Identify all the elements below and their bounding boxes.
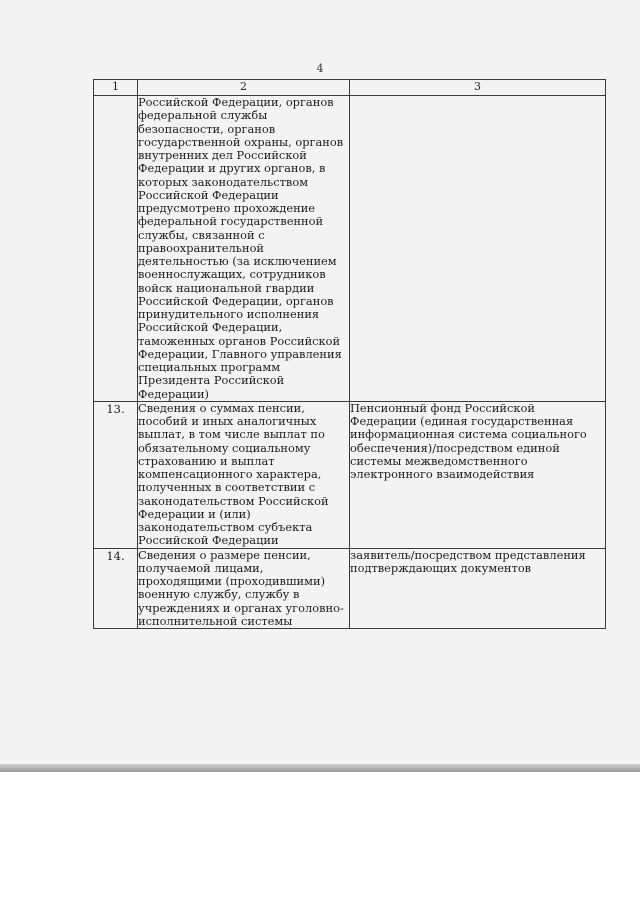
description-line: получаемой лицами, (138, 560, 264, 575)
description-line: Президента Российской (138, 373, 285, 388)
description-line: компенсационного характера, (138, 467, 322, 481)
source-line: системы межведомственного (350, 453, 528, 468)
description-line: внутренних дел Российской (138, 148, 307, 162)
description-line: Российской Федерации (138, 187, 279, 202)
row-number: 13. (94, 401, 138, 548)
source-line: Федерации (единая государственная (350, 414, 574, 428)
source-description (350, 548, 606, 629)
source-line: Пенсионный фонд Российской (350, 400, 535, 415)
description-line: безопасности, органов (138, 121, 276, 136)
description-line: проходящими (проходившими) (138, 574, 326, 588)
table-header-row (94, 80, 606, 96)
description-line: законодательством Российской (138, 493, 329, 508)
description-line: Российской Федерации, органов (138, 95, 334, 109)
source-line: обеспечения)/посредством единой (350, 440, 560, 455)
description-line: законодательством субъекта (138, 520, 313, 534)
source-line: электронного взаимодействия (350, 467, 535, 481)
description-line: Сведения о размере пенсии, (138, 547, 311, 562)
description-line: исполнительной системы (138, 613, 293, 628)
source-description (350, 96, 606, 402)
description-line: Федерации, Главного управления (138, 346, 342, 361)
description-line: войск национальной гвардии (138, 280, 315, 295)
description-line: которых законодательством (138, 174, 309, 189)
description-line: Российской Федерации, (138, 320, 283, 335)
row-number (94, 96, 138, 402)
page-edge-shadow (0, 764, 640, 772)
description-line: страхованию и выплат (138, 453, 275, 468)
page-number: 4 (316, 62, 324, 75)
description-line: Российской Федерации (138, 533, 279, 548)
description-line: федеральной службы (138, 108, 268, 123)
description-line: Федерации) (138, 386, 209, 401)
description-line: военную службу, службу в (138, 587, 300, 602)
table-row (94, 401, 606, 548)
table-row (94, 96, 606, 402)
description-line: федеральной государственной (138, 214, 324, 229)
description-line: правоохранительной (138, 240, 265, 255)
description-line: специальных программ (138, 360, 281, 374)
description-line: учреждениях и органах уголовно- (138, 600, 344, 615)
description-line: таможенных органов Российской (138, 333, 341, 348)
description-line: Федерации и (или) (138, 506, 251, 521)
description-line: службы, связанной с (138, 227, 265, 242)
description-line: выплат, в том числе выплат по (138, 427, 325, 442)
source-line: заявитель/посредством представления (350, 547, 586, 562)
documents-table (93, 79, 606, 629)
header-col-1: 1 (94, 80, 138, 96)
document-description (138, 96, 350, 402)
description-line: полученных в соответствии с (138, 480, 316, 495)
document-description (138, 401, 350, 548)
description-line: предусмотрено прохождение (138, 201, 316, 215)
description-line: военнослужащих, сотрудников (138, 267, 326, 282)
header-col-2: 2 (138, 80, 350, 96)
description-line: Сведения о суммах пенсии, (138, 400, 305, 415)
description-line: принудительного исполнения (138, 307, 320, 321)
description-line: Федерации и других органов, в (138, 161, 326, 176)
description-line: государственной охраны, органов (138, 134, 344, 149)
row-number: 14. (94, 548, 138, 629)
description-line: Российской Федерации, органов (138, 293, 334, 308)
table-row (94, 548, 606, 629)
source-description (350, 401, 606, 548)
source-line: информационная система социального (350, 427, 587, 442)
description-line: обязательному социальному (138, 440, 311, 455)
description-line: деятельностью (за исключением (138, 254, 337, 268)
description-line: пособий и иных аналогичных (138, 414, 317, 428)
header-col-3: 3 (350, 80, 606, 96)
source-line: подтверждающих документов (350, 560, 532, 575)
document-description (138, 548, 350, 629)
